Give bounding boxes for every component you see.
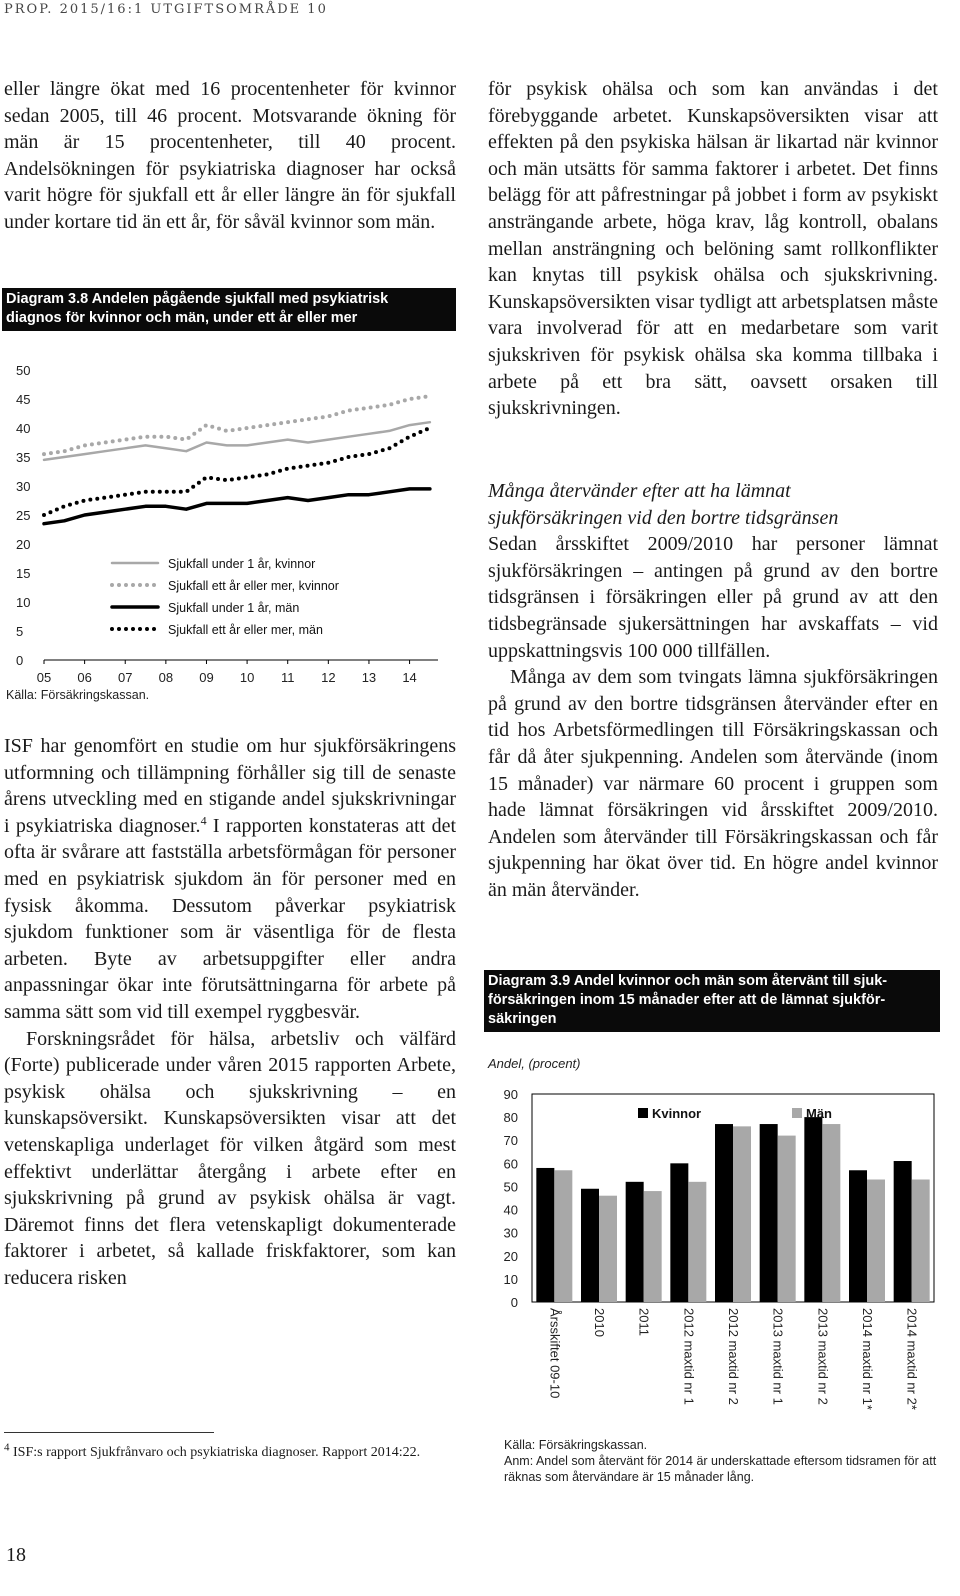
y-tick-label: 25: [16, 508, 31, 523]
bar-man: [867, 1180, 885, 1302]
series-line-1: [44, 422, 430, 460]
x-tick-label: 07: [118, 670, 133, 685]
x-tick-label: 08: [158, 670, 174, 685]
diagram-3-8-source: Källa: Försäkringskassan.: [6, 688, 150, 702]
bar-man: [733, 1126, 751, 1302]
section-heading-line-1: Många återvänder efter att ha lämnat: [488, 480, 791, 502]
diagram-3-9-bar-chart: [484, 1048, 944, 1434]
bar-man: [688, 1182, 706, 1302]
x-tick-label: 05: [36, 670, 52, 685]
x-tick-label: 2010: [592, 1308, 607, 1337]
x-tick-label: 2012 maxtid nr 2: [726, 1308, 741, 1405]
y-tick-label: 10: [503, 1271, 518, 1287]
legend-label-3: Sjukfall under 1 år, män: [168, 601, 300, 615]
y-tick-label: 15: [16, 566, 31, 581]
y-tick-label: 40: [16, 421, 31, 436]
y-tick-label: 80: [503, 1110, 518, 1126]
diagram-3-9-title-line-3: säkringen: [488, 1011, 557, 1027]
y-tick-label: 10: [16, 595, 31, 610]
y-tick-label: 90: [503, 1087, 518, 1102]
bar-kvinnor: [626, 1182, 644, 1302]
diagram-3-9-source: [504, 1437, 936, 1485]
x-tick-label: 13: [361, 670, 377, 685]
x-tick-label: 12: [321, 670, 336, 685]
diagram-3-9-title-line-2: försäkringen inom 15 månader efter att de lämnat sjukför-: [488, 992, 886, 1008]
legend-label-4: Sjukfall ett år eller mer, män: [168, 623, 323, 637]
y-axis-title: Andel, (procent): [488, 1056, 581, 1071]
footnote-text: ISF:s rapport Sjukfrånvaro och psykiatriska diagnoser. Rapport 2014:22.: [9, 1445, 421, 1460]
diagram-3-9-source-line-1: Källa: Försäkringskassan.: [504, 1438, 648, 1452]
section-heading-line-2: sjukförsäkringen vid den bortre tidsgränsen: [488, 506, 839, 529]
diagram-3-9-title: [484, 970, 940, 1032]
bar-kvinnor: [894, 1161, 912, 1302]
y-tick-label: 20: [16, 537, 31, 552]
isf-paragraph-text: ISF har genomfört en studie om hur sjukförsäkringens utformning och tillämpning förhåller sig till de senaste årens utveckling med en stigande andel sjukskrivningar i psykiatriska diagnoser.: [4, 735, 456, 837]
bar-kvinnor: [760, 1124, 778, 1302]
x-tick-label: 11: [280, 670, 295, 685]
right-paragraph-1: för psykisk ohälsa och som kan användas i det förebyggande arbetet. Kunskapsöversikten visar att effekten på den psykiska hälsan är likartad när kvinnor och män utsätts för samma faktorer i arbetet. Det finns belägg för att påfrestningar på jobbet i form av psykiskt ansträngande arbete, höga krav, låg kontroll, obalans mellan ansträngning och belöning samt rollkonflikter kan knytas till psykisk ohälsa och sjukskrivning. Kunskapsöversikten visar tydligt att arbetsplatsen måste vara involverad för att en medarbetare som varit sjukskriven för psykisk ohälsa ska komma tillbaka i arbete på ett bra sätt, oavsett orsaken till sjukskrivningen.: [488, 78, 938, 420]
y-tick-label: 50: [16, 363, 31, 378]
legend-label-1: Kvinnor: [652, 1106, 702, 1121]
x-tick-label: 2014 maxtid nr 1*: [860, 1308, 875, 1410]
footnote-divider: [4, 1432, 214, 1433]
x-tick-label: 2013 maxtid nr 1: [770, 1308, 786, 1405]
y-tick-label: 60: [503, 1156, 518, 1172]
section-paragraph-2: Många av dem som tvingats lämna sjukförsäkringen på grund av den bortre tidsgränsen återvänder efter en tid hos Arbetsförmedlingen till Försäkringskassan och får då åter sjukpenning. Andelen som återvände (inom 15 månader) var närmare 60 procent i gruppen som hade lämnat försäkringen vid årsskiftet 2009/2010. Andelen som återvänder till Försäkringskassan och får sjukpenning har ökat över tid. En högre andel kvinnor än män återvänder.: [488, 666, 938, 901]
bar-kvinnor: [849, 1170, 867, 1302]
y-tick-label: 30: [16, 479, 31, 494]
x-tick-label: 2014 maxtid nr 2*: [904, 1308, 920, 1410]
right-column-intro: [488, 76, 938, 422]
y-tick-label: 40: [503, 1202, 518, 1218]
diagram-3-9-title-line-1: Diagram 3.9 Andel kvinnor och män som återvänt till sjuk-: [488, 973, 888, 989]
bar-man: [822, 1124, 840, 1302]
y-tick-label: 0: [16, 653, 24, 668]
x-tick-label: 14: [402, 670, 417, 685]
diagram-3-9-source-line-3: räknas som återvändare är 15 månader lång.: [504, 1470, 755, 1484]
running-head: PROP. 2015/16:1 UTGIFTSOMRÅDE 10: [4, 2, 328, 17]
x-tick-label: 10: [239, 670, 255, 685]
legend-label-2: Sjukfall ett år eller mer, kvinnor: [168, 579, 339, 593]
diagram-3-8-title: [2, 288, 456, 331]
bar-man: [599, 1196, 617, 1302]
footnote-reference: 4: [200, 813, 207, 828]
y-tick-label: 0: [510, 1295, 518, 1310]
intro-paragraph: eller längre ökat med 16 procentenheter för kvinnor sedan 2005, till 46 procent. Motsvarande ökning för män är 15 procentenheter, till 40 procent. Andelsökningen för psykiatriska diagnoser har också varit högre för sjukfall ett år eller längre än för sjukfall under kortare tid än ett år, för såväl kvinnor som män.: [4, 78, 456, 233]
y-tick-label: 70: [503, 1133, 518, 1149]
bar-kvinnor: [804, 1117, 822, 1302]
y-tick-label: 50: [503, 1179, 518, 1195]
bar-man: [912, 1180, 930, 1302]
x-tick-label: 2012 maxtid nr 1: [681, 1308, 697, 1405]
y-tick-label: 45: [16, 392, 31, 407]
series-line-3: [44, 489, 430, 524]
section-heading: [488, 478, 938, 531]
diagram-3-8-title-line-1: Diagram 3.8 Andelen pågående sjukfall med psykiatrisk: [6, 291, 389, 307]
forte-paragraph: Forskningsrådet för hälsa, arbetsliv och välfärd (Forte) publicerade under våren 2015 rapporten Arbete, psykisk ohälsa och sjukskrivning – en kunskapsöversikt. Kunskapsöversikten visar att det vetenskapliga underlaget för vilken åtgärd som mest effektivt underlättar återgång i arbete efter en sjukskrivning på grund av psykisk ohälsa är vagt. Däremot finns det flera vetenskapligt dokumenterade faktorer i arbetet, så kallade friskfaktorer, som kan reducera risken: [4, 1027, 456, 1289]
y-tick-label: 5: [16, 624, 24, 639]
bar-man: [778, 1136, 796, 1302]
left-column-main: [4, 733, 456, 1291]
bar-kvinnor: [715, 1124, 733, 1302]
page-number: 18: [6, 1544, 26, 1566]
x-tick-label: 2011: [636, 1308, 652, 1336]
left-column-intro: [4, 76, 456, 236]
x-tick-label: Årsskiftet 09-10: [547, 1308, 563, 1399]
bar-kvinnor: [581, 1189, 599, 1302]
legend-label-2: Män: [806, 1106, 832, 1121]
bar-kvinnor: [536, 1168, 554, 1302]
diagram-3-9-source-line-2: Anm: Andel som återvänt för 2014 är underskattade eftersom tidsramen för att: [504, 1454, 937, 1468]
bar-man: [644, 1191, 662, 1302]
diagram-3-8-title-line-2: diagnos för kvinnor och män, under ett år eller mer: [6, 310, 358, 326]
diagram-3-8-line-chart: [0, 356, 460, 686]
legend-swatch-1: [638, 1108, 648, 1118]
isf-paragraph: [4, 733, 456, 1026]
footnote: [4, 1440, 456, 1466]
y-tick-label: 30: [503, 1225, 518, 1241]
bar-kvinnor: [670, 1163, 688, 1302]
x-tick-label: 09: [199, 670, 214, 685]
isf-paragraph-continued: I rapporten konstateras att det ofta är svårare att fastställa arbetsförmågan för personer med en psykiatrisk sjukdom än för personer med en fysisk åkomma. Dessutom påverkar psykiatrisk sjukdom funktioner som är väsentliga för de flesta arbeten. Byte av arbetsuppgifter eller andra anpassningar ökar inte förutsättningarna för arbete på samma sätt som vid till exempel ryggbesvär.: [4, 814, 457, 1023]
footnote-number: 4: [4, 1441, 10, 1454]
right-column-section: [488, 478, 938, 904]
legend-swatch-2: [792, 1108, 802, 1118]
y-tick-label: 20: [503, 1248, 518, 1264]
legend-label-1: Sjukfall under 1 år, kvinnor: [168, 557, 316, 571]
bar-man: [554, 1170, 572, 1302]
x-tick-label: 2013 maxtid nr 2: [815, 1308, 831, 1405]
y-tick-label: 35: [16, 450, 31, 465]
x-tick-label: 06: [77, 670, 92, 685]
section-paragraph-1: Sedan årsskiftet 2009/2010 har personer lämnat sjukförsäkringen – antingen på grund av den bortre tidsgränsen i försäkringen eller på grund av att den tidsbegränsade sjukersättningen har avskaffats – vid uppskattningsvis 100 000 tillfällen.: [488, 533, 938, 662]
